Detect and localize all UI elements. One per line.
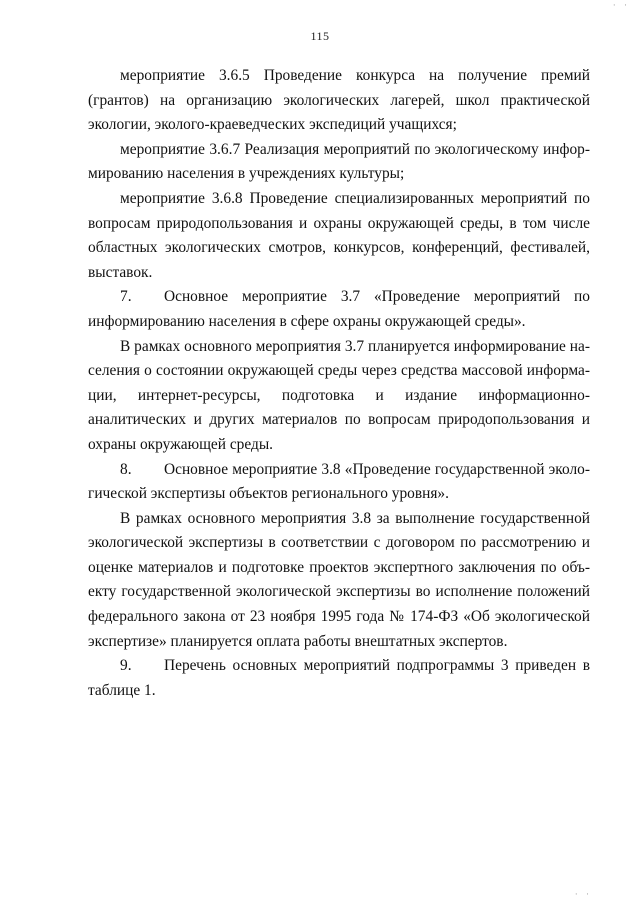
paragraph-measure-3-8-details: В рамках основного мероприятия 3.8 за выполнение государственной экологической экспертизы в соответствии с договором по рассмотрению и оценке материалов и подготовке проектов экспертного заключения по объекту государственной экологической экспертизы во исполнение положений федерального закона от 23 ноября 1995 года № 174-ФЗ «Об экологической экспертизе» планируется оплата работы внештатных экспертов. [88, 509, 590, 650]
scan-mark-bottom: · · [574, 889, 592, 899]
item-text: Основное мероприятие 3.7 «Проведение мероприятий по информированию населения в сфере охраны окружающей среды». [88, 288, 590, 330]
paragraph-measure-3-7-details: В рамках основного мероприятия 3.7 планируется информирование населения о состоянии окружающей среды через средства массовой информации, интернет-ресурсы, подготовка и издание информационно-аналитических и других материалов по вопросам природопользования и охраны окружающей среды. [88, 337, 590, 453]
item-text: Перечень основных мероприятий подпрограммы 3 приведен в таблице 1. [88, 657, 590, 699]
item-number: 8. [120, 460, 132, 478]
numbered-item-9 [88, 654, 590, 703]
page-number: 115 [310, 29, 330, 43]
item-text: Основное мероприятие 3.8 «Проведение государственной экологической экспертизы объектов регионального уровня». [88, 460, 590, 503]
scan-mark-top: · · [612, 0, 630, 10]
paragraph-measure-3-6-5: мероприятие 3.6.5 Проведение конкурса на получение премий (грантов) на организацию экологических лагерей, школ практической экологии, эколого-краеведческих экспедиций учащихся; [88, 67, 590, 134]
paragraph-measure-3-6-7: мероприятие 3.6.7 Реализация мероприятий по экологическому информированию населения в учреждениях культуры; [88, 140, 590, 183]
numbered-item-8 [88, 458, 590, 507]
item-number: 9. [120, 657, 132, 675]
item-number: 7. [120, 288, 132, 306]
paragraph-measure-3-6-8: мероприятие 3.6.8 Проведение специализированных мероприятий по вопросам природопользования и охраны окружающей среды, в том числе областных экологических смотров, конкурсов, конференций, фестивалей, выставок. [88, 189, 590, 281]
numbered-item-7 [88, 285, 590, 334]
document-body [88, 64, 590, 703]
